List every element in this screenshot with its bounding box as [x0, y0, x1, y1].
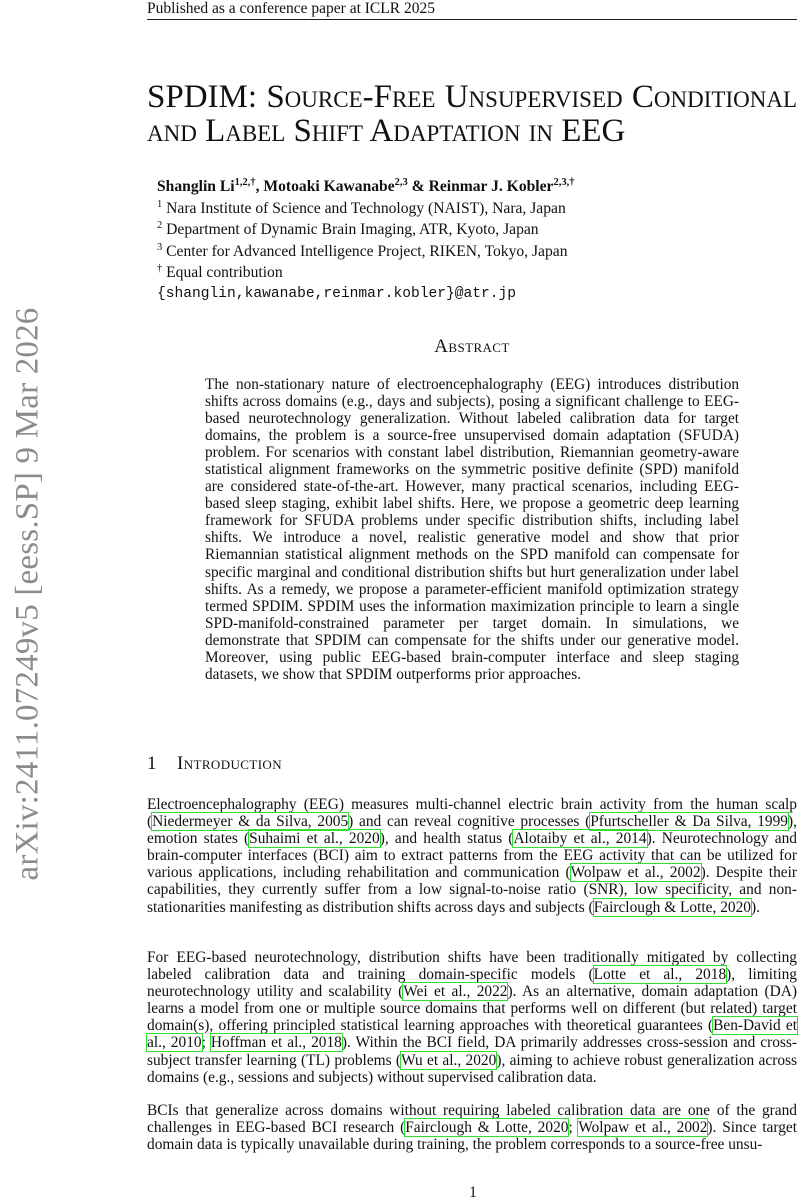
- author-affiliation-marker: 1,2,†: [234, 177, 256, 188]
- intro-paragraph-1: [147, 796, 797, 916]
- section-title: Introduction: [177, 753, 283, 774]
- citation-link[interactable]: Wolpaw et al., 2002: [578, 1119, 708, 1137]
- equal-contribution-text: Equal contribution: [162, 264, 283, 281]
- arxiv-sidebar: [0, 0, 56, 1200]
- text-run: ), and health status (: [379, 830, 514, 848]
- citation-link[interactable]: Alotaiby et al., 2014: [513, 830, 647, 848]
- author-name: Shanglin Li: [157, 178, 235, 195]
- author-affiliation-marker: 2,3,†: [553, 177, 575, 188]
- affiliation-number: 1: [157, 198, 163, 210]
- citation-link[interactable]: Wolpaw et al., 2002: [570, 864, 701, 882]
- affiliation-text: Center for Advanced Intelligence Project, RIKEN, Tokyo, Japan: [162, 242, 568, 260]
- citation-link[interactable]: Fairclough & Lotte, 2020: [593, 898, 751, 916]
- text-run: ). Despite their capabilities, they currently suffer from a low signal-to-noise ratio (SNR), low specificity, and non-stationarities manifesting as distribution shifts across days and subjects (: [147, 864, 798, 916]
- citation-link[interactable]: Pfurtscheller & Da Silva, 1999: [590, 813, 789, 831]
- text-run: ;: [568, 1119, 579, 1137]
- text-run: ).: [751, 898, 760, 916]
- citation-link[interactable]: Ben-David et al., 2010: [147, 1017, 798, 1052]
- affiliation-text: Nara Institute of Science and Technology (NAIST), Nara, Japan: [162, 199, 566, 217]
- author-name: Motoaki Kawanabe: [263, 178, 395, 195]
- arxiv-identifier[interactable]: arXiv:2411.07249v5 [eess.SP] 9 Mar 2026: [9, 307, 46, 881]
- affiliation-number: 3: [157, 241, 163, 253]
- text-run: ). Within the BCI field, DA primarily addresses cross-session and cross-subject transfer learning (TL) problems (: [147, 1034, 798, 1069]
- section-number: 1: [147, 753, 157, 774]
- citation-link[interactable]: Wu et al., 2020: [401, 1051, 497, 1069]
- text-run: ). As an alternative, domain adaptation (DA) learns a model from one or multiple source domains that performs well on different (but related) target domain(s), offering principled statistical learning approaches with theoretical guarantees (: [147, 983, 797, 1035]
- affiliation-1: [157, 198, 757, 220]
- citation-link[interactable]: Wei et al., 2022: [403, 983, 508, 1001]
- citation-link[interactable]: Niedermeyer & da Silva, 2005: [152, 813, 349, 831]
- paper-title: SPDIM: Source-Free Unsupervised Conditional and Label Shift Adaptation in EEG: [147, 79, 797, 149]
- text-run: ), emotion states (: [147, 813, 797, 848]
- text-run: Electroencephalography (EEG) measures multi-channel electric brain activity from the human scalp (: [147, 796, 797, 831]
- abstract-text: The non-stationary nature of electroencephalography (EEG) introduces distribution shifts across domains (e.g., days and subjects), posing a significant challenge to EEG-based neurotechnology generalization. Without labeled calibration data for target domains, the problem is a source-free unsupervised domain adaptation (SFUDA) problem. For scenarios with constant label distribution, Riemannian geometry-aware statistical alignment frameworks on the symmetric positive definite (SPD) manifold are considered state-of-the-art. However, many practical scenarios, including EEG-based sleep staging, exhibit label shifts. Here, we propose a geometric deep learning framework for SFUDA problems under specific distribution shifts, including label shifts. We introduce a novel, realistic generative model and show that prior Riemannian statistical alignment methods on the SPD manifold can compensate for specific marginal and conditional distribution shifts but hurt generalization under label shifts. As a remedy, we propose a parameter-efficient manifold optimization strategy termed SPDIM. SPDIM uses the information maximization principle to learn a single SPD-manifold-constrained parameter per target domain. In simulations, we demonstrate that SPDIM can compensate for the shifts under our generative model. Moreover, using public EEG-based brain-computer interface and sleep staging datasets, we show that SPDIM outperforms prior approaches.: [205, 376, 739, 683]
- abstract-heading: Abstract: [434, 336, 510, 357]
- page-number: 1: [469, 1184, 477, 1201]
- text-run: ). Since target domain data is typically unavailable during training, the problem corresponds to a source-free unsu-: [147, 1119, 797, 1154]
- author-separator: &: [407, 178, 429, 195]
- author-separator: ,: [255, 178, 264, 195]
- text-run: For EEG-based neurotechnology, distribution shifts have been traditionally mitigated by collecting labeled calibration data and training domain-specific models (: [147, 949, 797, 984]
- author-affiliation-marker: 2,3: [394, 177, 408, 188]
- affiliation-2: [157, 219, 757, 241]
- citation-link[interactable]: Suhaimi et al., 2020: [249, 830, 380, 848]
- intro-paragraph-3: [147, 1102, 797, 1153]
- author-names: [157, 176, 757, 198]
- affiliation-text: Department of Dynamic Brain Imaging, ATR, Kyoto, Japan: [162, 221, 539, 238]
- author-emails[interactable]: {shanglin,kawanabe,reinmar.kobler}@atr.jp: [157, 285, 517, 302]
- author-block: [157, 176, 757, 305]
- citation-link[interactable]: Lotte et al., 2018: [593, 966, 727, 984]
- text-run: ), aiming to achieve robust generalization across domains (e.g., sessions and subjects) without supervised calibration data.: [147, 1051, 797, 1086]
- affiliation-number: 2: [157, 220, 163, 231]
- text-run: ), limiting neurotechnology utility and scalability (: [147, 966, 797, 1001]
- intro-paragraph-2: [147, 949, 797, 1086]
- author-name: Reinmar J. Kobler: [428, 178, 554, 195]
- text-run: ) and can reveal cognitive processes (: [348, 813, 591, 831]
- section-heading-introduction: [147, 753, 797, 775]
- citation-link[interactable]: Hoffman et al., 2018: [210, 1034, 342, 1052]
- text-run: ). Neurotechnology and brain-computer interfaces (BCI) aim to extract patterns from the EEG activity that can be utilized for various applications, including rehabilitation and communication (: [147, 830, 797, 882]
- dagger-marker: †: [157, 263, 163, 274]
- running-header: Published as a conference paper at ICLR 2025: [147, 0, 797, 20]
- equal-contribution-note: [157, 262, 757, 284]
- text-run: ;: [201, 1034, 211, 1052]
- text-run: BCIs that generalize across domains without requiring labeled calibration data are one of the grand challenges in EEG-based BCI research (: [147, 1102, 797, 1137]
- affiliation-3: [157, 241, 757, 263]
- citation-link[interactable]: Fairclough & Lotte, 2020: [405, 1119, 569, 1137]
